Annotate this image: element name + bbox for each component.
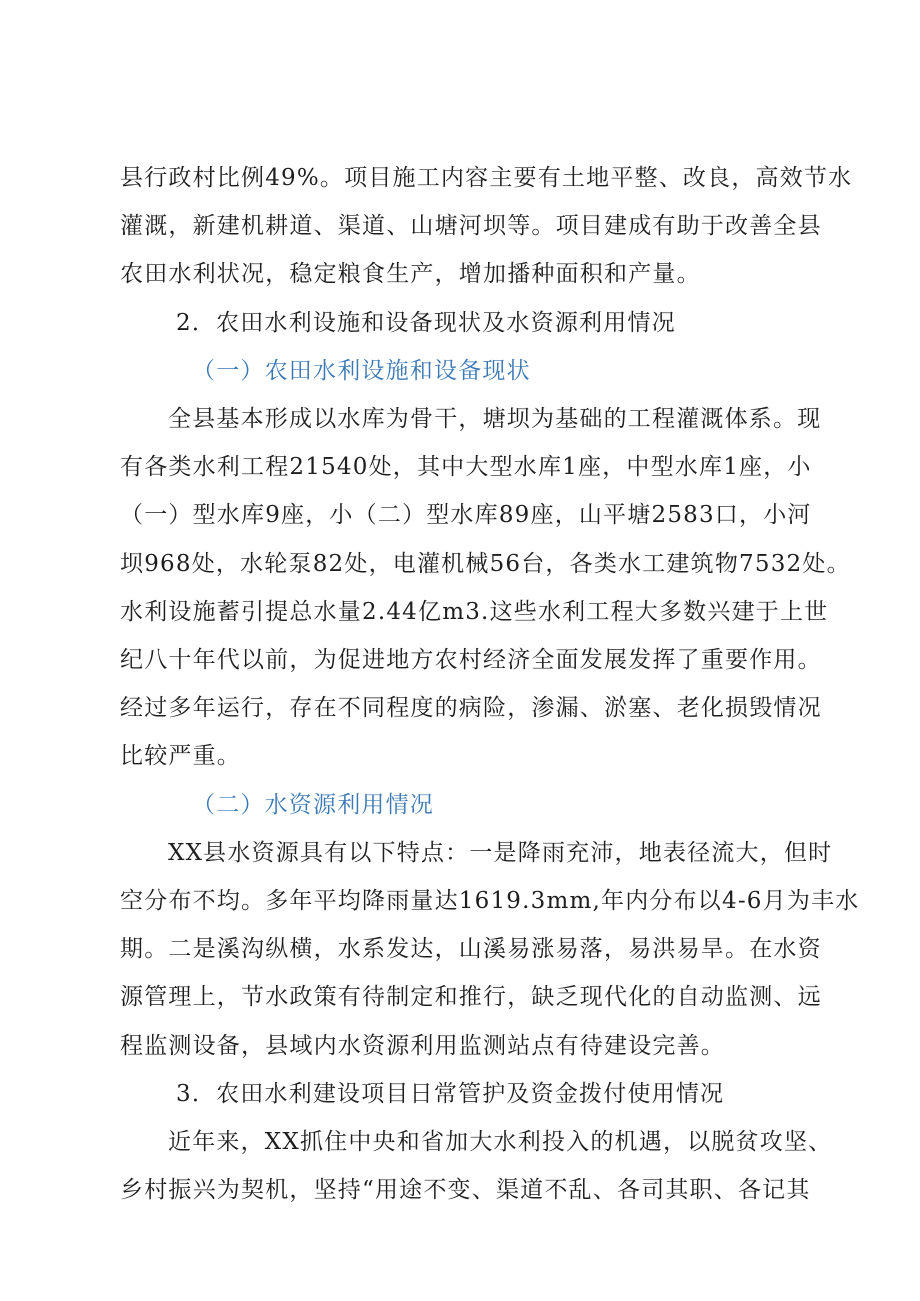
subsection-1-heading: （一）农田水利设施和设备现状 [192, 357, 531, 384]
text-line: XX县水资源具有以下特点：一是降雨充沛，地表径流大，但时 [168, 839, 833, 866]
text-line: 经过多年运行，存在不同程度的病险，渗漏、淤塞、老化损毁情况 [120, 695, 822, 722]
subsection-2-paragraph [120, 829, 860, 1070]
text-line: 县行政村比例49%。项目施工内容主要有土地平整、改良，高效节水 [120, 165, 853, 191]
section-3-paragraph [120, 1118, 833, 1214]
text-line: 程监测设备，县域内水资源利用监测站点有待建设完善。 [120, 1032, 725, 1059]
text-line: 源管理上，节水政策有待制定和推行，缺乏现代化的自动监测、远 [120, 984, 822, 1011]
text-line: 坝968处，水轮泵82处，电灌机械56台，各类水工建筑物7532处。 [120, 550, 851, 577]
text-line: 农田水利状况，稳定粮食生产，增加播种面积和产量。 [120, 261, 701, 288]
subsection-1-paragraph [120, 395, 851, 781]
text-line: 纪八十年代以前，为促进地方农村经济全面发展发挥了重要作用。 [120, 647, 822, 674]
text-line: 有各类水利工程21540处，其中大型水库1座，中型水库1座，小 [120, 454, 812, 481]
document-body [120, 154, 860, 1214]
intro-paragraph [120, 154, 853, 299]
text-line: 近年来，XX抓住中央和省加大水利投入的机遇，以脱贫攻坚、 [168, 1129, 833, 1156]
subsection-2-heading: （二）水资源利用情况 [192, 791, 434, 818]
text-line: 全县基本形成以水库为骨干，塘坝为基础的工程灌溉体系。现 [168, 406, 822, 433]
text-line: 水利设施蓄引提总水量2.44亿m3.这些水利工程大多数兴建于上世 [120, 598, 829, 625]
text-line: 期。二是溪沟纵横，水系发达，山溪易涨易落，易洪易旱。在水资 [120, 936, 822, 963]
text-line: 空分布不均。多年平均降雨量达1619.3mm,年内分布以4-6月为丰水 [120, 888, 860, 915]
text-line: （一）型水库9座，小（二）型水库89座，山平塘2583口，小河 [120, 502, 812, 529]
section-2-heading: 2．农田水利设施和设备现状及水资源利用情况 [176, 309, 676, 336]
text-line: 灌溉，新建机耕道、渠道、山塘河坝等。项目建成有助于改善全县 [120, 213, 822, 240]
text-line: 乡村振兴为契机，坚持“用途不变、渠道不乱、各司其职、各记其 [120, 1177, 811, 1204]
section-3-heading: 3．农田水利建设项目日常管护及资金拨付使用情况 [176, 1080, 725, 1107]
text-line: 比较严重。 [120, 743, 241, 770]
